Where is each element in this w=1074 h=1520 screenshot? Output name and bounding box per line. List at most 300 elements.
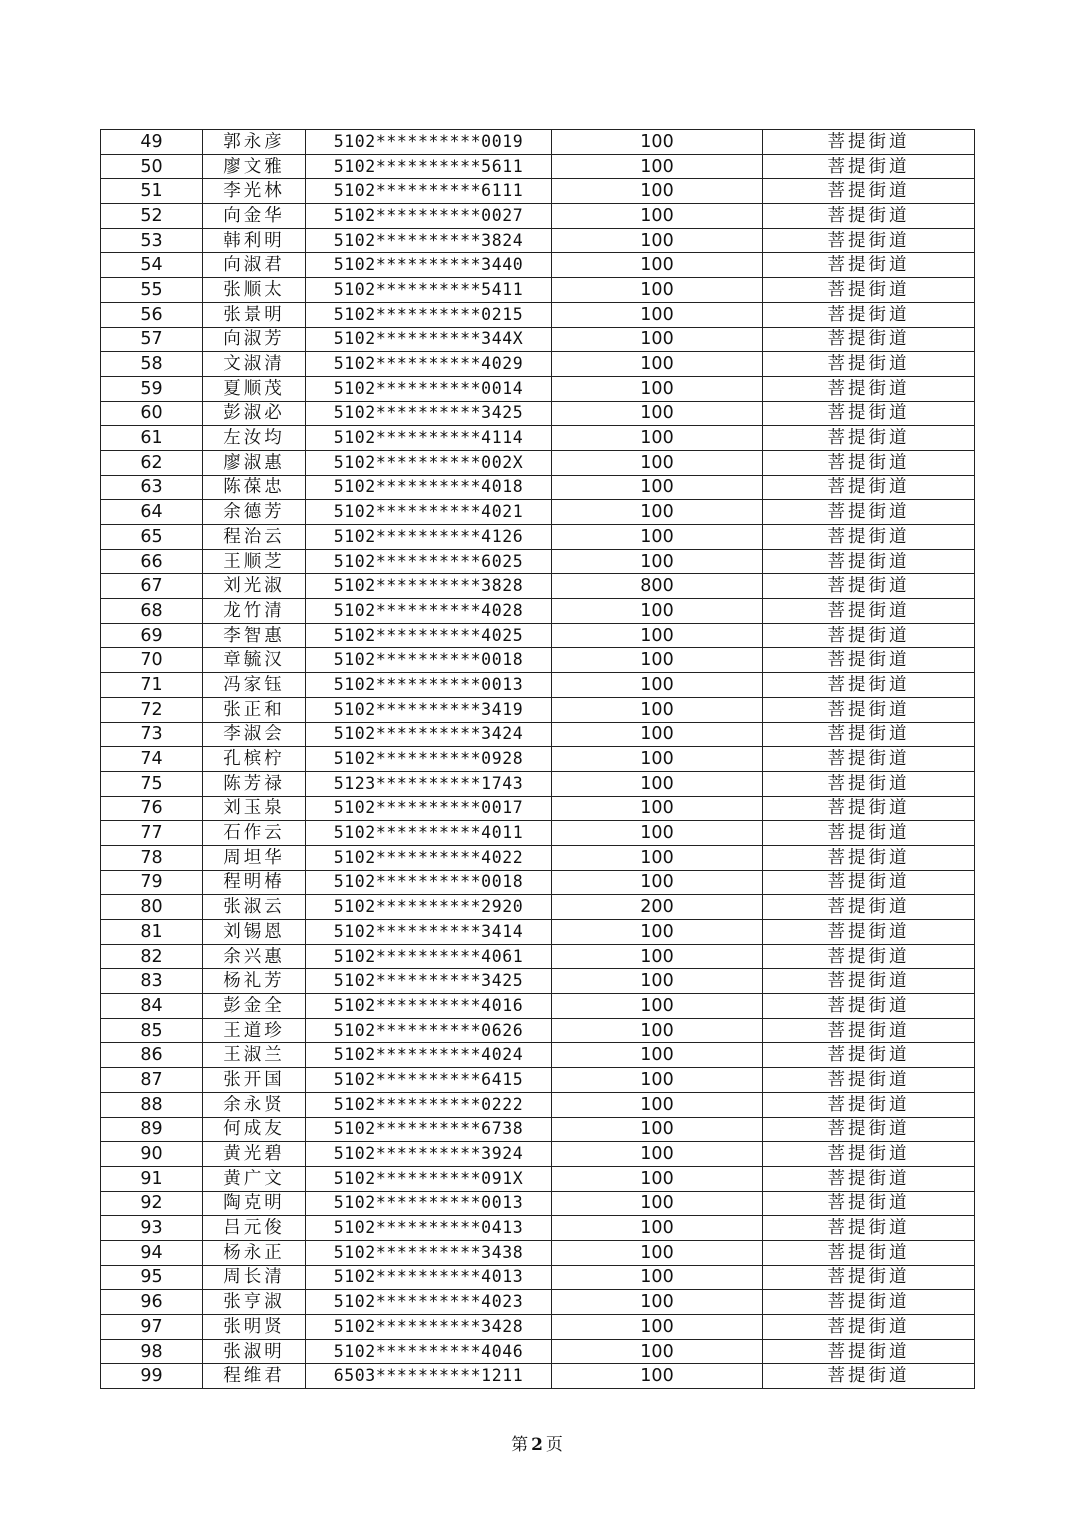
row-number-cell: 68 bbox=[101, 599, 203, 624]
amount-cell: 100 bbox=[552, 648, 763, 673]
name-cell: 王道珍 bbox=[203, 1018, 306, 1043]
id-number-cell: 5102**********3440 bbox=[306, 253, 552, 278]
street-cell: 菩提街道 bbox=[763, 944, 975, 969]
id-number-cell: 5102**********3924 bbox=[306, 1142, 552, 1167]
page-footer bbox=[0, 1430, 1074, 1455]
name-cell: 王顺芝 bbox=[203, 549, 306, 574]
street-cell: 菩提街道 bbox=[763, 204, 975, 229]
row-number-cell: 51 bbox=[101, 179, 203, 204]
street-cell: 菩提街道 bbox=[763, 352, 975, 377]
id-number-cell: 5102**********091X bbox=[306, 1166, 552, 1191]
amount-cell: 100 bbox=[552, 426, 763, 451]
amount-cell: 100 bbox=[552, 352, 763, 377]
row-number-cell: 56 bbox=[101, 302, 203, 327]
name-cell: 吕元俊 bbox=[203, 1216, 306, 1241]
row-number-cell: 53 bbox=[101, 228, 203, 253]
id-number-cell: 5102**********4021 bbox=[306, 500, 552, 525]
table-row bbox=[101, 1117, 975, 1142]
name-cell: 文淑清 bbox=[203, 352, 306, 377]
id-number-cell: 5102**********4023 bbox=[306, 1290, 552, 1315]
street-cell: 菩提街道 bbox=[763, 796, 975, 821]
table-row bbox=[101, 673, 975, 698]
street-cell: 菩提街道 bbox=[763, 697, 975, 722]
name-cell: 石作云 bbox=[203, 821, 306, 846]
id-number-cell: 5102**********3425 bbox=[306, 401, 552, 426]
row-number-cell: 79 bbox=[101, 870, 203, 895]
street-cell: 菩提街道 bbox=[763, 154, 975, 179]
table-row bbox=[101, 574, 975, 599]
street-cell: 菩提街道 bbox=[763, 722, 975, 747]
name-cell: 向淑芳 bbox=[203, 327, 306, 352]
id-number-cell: 5102**********6738 bbox=[306, 1117, 552, 1142]
street-cell: 菩提街道 bbox=[763, 302, 975, 327]
id-number-cell: 5102**********6025 bbox=[306, 549, 552, 574]
amount-cell: 100 bbox=[552, 944, 763, 969]
row-number-cell: 67 bbox=[101, 574, 203, 599]
id-number-cell: 5102**********4025 bbox=[306, 623, 552, 648]
table-row bbox=[101, 352, 975, 377]
row-number-cell: 72 bbox=[101, 697, 203, 722]
street-cell: 菩提街道 bbox=[763, 1018, 975, 1043]
table-row bbox=[101, 426, 975, 451]
street-cell: 菩提街道 bbox=[763, 1068, 975, 1093]
street-cell: 菩提街道 bbox=[763, 623, 975, 648]
id-number-cell: 5102**********3428 bbox=[306, 1315, 552, 1340]
id-number-cell: 5102**********4022 bbox=[306, 845, 552, 870]
row-number-cell: 55 bbox=[101, 278, 203, 303]
amount-cell: 100 bbox=[552, 994, 763, 1019]
row-number-cell: 99 bbox=[101, 1364, 203, 1389]
page-footer-prefix: 第 bbox=[511, 1435, 529, 1455]
table-row bbox=[101, 994, 975, 1019]
row-number-cell: 52 bbox=[101, 204, 203, 229]
name-cell: 彭金全 bbox=[203, 994, 306, 1019]
street-cell: 菩提街道 bbox=[763, 969, 975, 994]
name-cell: 杨永正 bbox=[203, 1240, 306, 1265]
row-number-cell: 93 bbox=[101, 1216, 203, 1241]
table-row bbox=[101, 747, 975, 772]
page-number: 2 bbox=[531, 1435, 543, 1455]
row-number-cell: 95 bbox=[101, 1265, 203, 1290]
name-cell: 李智惠 bbox=[203, 623, 306, 648]
amount-cell: 100 bbox=[552, 1364, 763, 1389]
table-row bbox=[101, 500, 975, 525]
name-cell: 程治云 bbox=[203, 525, 306, 550]
id-number-cell: 5102**********4046 bbox=[306, 1339, 552, 1364]
row-number-cell: 75 bbox=[101, 771, 203, 796]
name-cell: 黄光碧 bbox=[203, 1142, 306, 1167]
page-footer-suffix: 页 bbox=[545, 1435, 563, 1455]
row-number-cell: 50 bbox=[101, 154, 203, 179]
street-cell: 菩提街道 bbox=[763, 376, 975, 401]
street-cell: 菩提街道 bbox=[763, 500, 975, 525]
amount-cell: 100 bbox=[552, 401, 763, 426]
name-cell: 廖淑惠 bbox=[203, 450, 306, 475]
amount-cell: 100 bbox=[552, 1290, 763, 1315]
street-cell: 菩提街道 bbox=[763, 845, 975, 870]
id-number-cell: 5102**********2920 bbox=[306, 895, 552, 920]
name-cell: 余永贤 bbox=[203, 1092, 306, 1117]
street-cell: 菩提街道 bbox=[763, 525, 975, 550]
table-row bbox=[101, 623, 975, 648]
id-number-cell: 5102**********4028 bbox=[306, 599, 552, 624]
table-row bbox=[101, 1068, 975, 1093]
name-cell: 彭淑必 bbox=[203, 401, 306, 426]
street-cell: 菩提街道 bbox=[763, 1043, 975, 1068]
id-number-cell: 5102**********0018 bbox=[306, 648, 552, 673]
row-number-cell: 86 bbox=[101, 1043, 203, 1068]
amount-cell: 100 bbox=[552, 1068, 763, 1093]
amount-cell: 100 bbox=[552, 870, 763, 895]
table-row bbox=[101, 154, 975, 179]
amount-cell: 100 bbox=[552, 525, 763, 550]
row-number-cell: 88 bbox=[101, 1092, 203, 1117]
table-row bbox=[101, 895, 975, 920]
table-row bbox=[101, 1240, 975, 1265]
street-cell: 菩提街道 bbox=[763, 771, 975, 796]
table-row bbox=[101, 920, 975, 945]
street-cell: 菩提街道 bbox=[763, 1166, 975, 1191]
amount-cell: 100 bbox=[552, 327, 763, 352]
name-cell: 龙竹清 bbox=[203, 599, 306, 624]
id-number-cell: 5102**********4114 bbox=[306, 426, 552, 451]
street-cell: 菩提街道 bbox=[763, 1240, 975, 1265]
table-row bbox=[101, 771, 975, 796]
name-cell: 刘光淑 bbox=[203, 574, 306, 599]
row-number-cell: 87 bbox=[101, 1068, 203, 1093]
amount-cell: 100 bbox=[552, 1166, 763, 1191]
row-number-cell: 54 bbox=[101, 253, 203, 278]
name-cell: 周长清 bbox=[203, 1265, 306, 1290]
street-cell: 菩提街道 bbox=[763, 1339, 975, 1364]
id-number-cell: 5102**********4024 bbox=[306, 1043, 552, 1068]
amount-cell: 100 bbox=[552, 1240, 763, 1265]
table-row bbox=[101, 796, 975, 821]
amount-cell: 100 bbox=[552, 747, 763, 772]
table-row bbox=[101, 179, 975, 204]
table-row bbox=[101, 376, 975, 401]
name-cell: 周坦华 bbox=[203, 845, 306, 870]
table-row bbox=[101, 969, 975, 994]
id-number-cell: 5102**********3424 bbox=[306, 722, 552, 747]
table-row bbox=[101, 327, 975, 352]
row-number-cell: 97 bbox=[101, 1315, 203, 1340]
table-row bbox=[101, 1166, 975, 1191]
id-number-cell: 5102**********4016 bbox=[306, 994, 552, 1019]
name-cell: 张开国 bbox=[203, 1068, 306, 1093]
street-cell: 菩提街道 bbox=[763, 475, 975, 500]
name-cell: 李淑会 bbox=[203, 722, 306, 747]
amount-cell: 100 bbox=[552, 154, 763, 179]
name-cell: 向金华 bbox=[203, 204, 306, 229]
row-number-cell: 62 bbox=[101, 450, 203, 475]
name-cell: 陈芳禄 bbox=[203, 771, 306, 796]
street-cell: 菩提街道 bbox=[763, 1117, 975, 1142]
table-row bbox=[101, 648, 975, 673]
id-number-cell: 5102**********3824 bbox=[306, 228, 552, 253]
street-cell: 菩提街道 bbox=[763, 278, 975, 303]
name-cell: 廖文雅 bbox=[203, 154, 306, 179]
amount-cell: 200 bbox=[552, 895, 763, 920]
name-cell: 章毓汉 bbox=[203, 648, 306, 673]
id-number-cell: 5102**********3438 bbox=[306, 1240, 552, 1265]
id-number-cell: 5123**********1743 bbox=[306, 771, 552, 796]
table-row bbox=[101, 1216, 975, 1241]
name-cell: 余兴惠 bbox=[203, 944, 306, 969]
id-number-cell: 5102**********4061 bbox=[306, 944, 552, 969]
row-number-cell: 64 bbox=[101, 500, 203, 525]
name-cell: 程明椿 bbox=[203, 870, 306, 895]
amount-cell: 100 bbox=[552, 1339, 763, 1364]
row-number-cell: 77 bbox=[101, 821, 203, 846]
table-row bbox=[101, 870, 975, 895]
id-number-cell: 5102**********5611 bbox=[306, 154, 552, 179]
amount-cell: 100 bbox=[552, 1142, 763, 1167]
row-number-cell: 83 bbox=[101, 969, 203, 994]
table-row bbox=[101, 302, 975, 327]
table-row bbox=[101, 1092, 975, 1117]
row-number-cell: 61 bbox=[101, 426, 203, 451]
street-cell: 菩提街道 bbox=[763, 327, 975, 352]
amount-cell: 100 bbox=[552, 673, 763, 698]
street-cell: 菩提街道 bbox=[763, 994, 975, 1019]
street-cell: 菩提街道 bbox=[763, 1092, 975, 1117]
row-number-cell: 90 bbox=[101, 1142, 203, 1167]
name-cell: 张淑明 bbox=[203, 1339, 306, 1364]
id-number-cell: 5102**********4018 bbox=[306, 475, 552, 500]
row-number-cell: 59 bbox=[101, 376, 203, 401]
table-row bbox=[101, 1043, 975, 1068]
row-number-cell: 58 bbox=[101, 352, 203, 377]
row-number-cell: 89 bbox=[101, 1117, 203, 1142]
street-cell: 菩提街道 bbox=[763, 179, 975, 204]
table-row bbox=[101, 204, 975, 229]
street-cell: 菩提街道 bbox=[763, 253, 975, 278]
name-cell: 冯家钰 bbox=[203, 673, 306, 698]
table-row bbox=[101, 1315, 975, 1340]
name-cell: 韩利明 bbox=[203, 228, 306, 253]
row-number-cell: 49 bbox=[101, 130, 203, 155]
street-cell: 菩提街道 bbox=[763, 426, 975, 451]
row-number-cell: 66 bbox=[101, 549, 203, 574]
street-cell: 菩提街道 bbox=[763, 747, 975, 772]
id-number-cell: 5102**********3828 bbox=[306, 574, 552, 599]
row-number-cell: 98 bbox=[101, 1339, 203, 1364]
id-number-cell: 5102**********4126 bbox=[306, 525, 552, 550]
name-cell: 张明贤 bbox=[203, 1315, 306, 1340]
amount-cell: 100 bbox=[552, 1216, 763, 1241]
street-cell: 菩提街道 bbox=[763, 401, 975, 426]
street-cell: 菩提街道 bbox=[763, 574, 975, 599]
row-number-cell: 96 bbox=[101, 1290, 203, 1315]
row-number-cell: 65 bbox=[101, 525, 203, 550]
row-number-cell: 76 bbox=[101, 796, 203, 821]
row-number-cell: 80 bbox=[101, 895, 203, 920]
table-row bbox=[101, 1018, 975, 1043]
street-cell: 菩提街道 bbox=[763, 648, 975, 673]
table-row bbox=[101, 450, 975, 475]
id-number-cell: 5102**********4013 bbox=[306, 1265, 552, 1290]
amount-cell: 100 bbox=[552, 475, 763, 500]
amount-cell: 100 bbox=[552, 1018, 763, 1043]
row-number-cell: 63 bbox=[101, 475, 203, 500]
id-number-cell: 5102**********344X bbox=[306, 327, 552, 352]
street-cell: 菩提街道 bbox=[763, 1142, 975, 1167]
id-number-cell: 5102**********0017 bbox=[306, 796, 552, 821]
amount-cell: 100 bbox=[552, 278, 763, 303]
amount-cell: 100 bbox=[552, 623, 763, 648]
row-number-cell: 82 bbox=[101, 944, 203, 969]
street-cell: 菩提街道 bbox=[763, 549, 975, 574]
amount-cell: 100 bbox=[552, 1315, 763, 1340]
name-cell: 王淑兰 bbox=[203, 1043, 306, 1068]
street-cell: 菩提街道 bbox=[763, 821, 975, 846]
street-cell: 菩提街道 bbox=[763, 130, 975, 155]
name-cell: 何成友 bbox=[203, 1117, 306, 1142]
amount-cell: 100 bbox=[552, 920, 763, 945]
street-cell: 菩提街道 bbox=[763, 1315, 975, 1340]
row-number-cell: 69 bbox=[101, 623, 203, 648]
id-number-cell: 5102**********0222 bbox=[306, 1092, 552, 1117]
id-number-cell: 5102**********002X bbox=[306, 450, 552, 475]
id-number-cell: 5102**********0018 bbox=[306, 870, 552, 895]
table-row bbox=[101, 475, 975, 500]
row-number-cell: 70 bbox=[101, 648, 203, 673]
amount-cell: 100 bbox=[552, 1043, 763, 1068]
table-row bbox=[101, 1364, 975, 1389]
name-cell: 李光林 bbox=[203, 179, 306, 204]
row-number-cell: 81 bbox=[101, 920, 203, 945]
amount-cell: 100 bbox=[552, 253, 763, 278]
street-cell: 菩提街道 bbox=[763, 1191, 975, 1216]
amount-cell: 100 bbox=[552, 1265, 763, 1290]
table-row bbox=[101, 599, 975, 624]
id-number-cell: 5102**********0013 bbox=[306, 673, 552, 698]
id-number-cell: 5102**********3414 bbox=[306, 920, 552, 945]
amount-cell: 100 bbox=[552, 845, 763, 870]
amount-cell: 100 bbox=[552, 549, 763, 574]
id-number-cell: 5102**********6415 bbox=[306, 1068, 552, 1093]
table-row bbox=[101, 401, 975, 426]
row-number-cell: 71 bbox=[101, 673, 203, 698]
amount-cell: 100 bbox=[552, 1092, 763, 1117]
table-row bbox=[101, 722, 975, 747]
name-cell: 张正和 bbox=[203, 697, 306, 722]
id-number-cell: 5102**********0413 bbox=[306, 1216, 552, 1241]
name-cell: 黄广文 bbox=[203, 1166, 306, 1191]
table-row bbox=[101, 1265, 975, 1290]
id-number-cell: 5102**********4029 bbox=[306, 352, 552, 377]
amount-cell: 100 bbox=[552, 821, 763, 846]
row-number-cell: 57 bbox=[101, 327, 203, 352]
amount-cell: 100 bbox=[552, 302, 763, 327]
row-number-cell: 85 bbox=[101, 1018, 203, 1043]
amount-cell: 100 bbox=[552, 1191, 763, 1216]
street-cell: 菩提街道 bbox=[763, 895, 975, 920]
id-number-cell: 5102**********6111 bbox=[306, 179, 552, 204]
name-cell: 余德芳 bbox=[203, 500, 306, 525]
row-number-cell: 92 bbox=[101, 1191, 203, 1216]
amount-cell: 800 bbox=[552, 574, 763, 599]
name-cell: 孔槟柠 bbox=[203, 747, 306, 772]
table-row bbox=[101, 1290, 975, 1315]
table-row bbox=[101, 1191, 975, 1216]
street-cell: 菩提街道 bbox=[763, 1290, 975, 1315]
row-number-cell: 73 bbox=[101, 722, 203, 747]
street-cell: 菩提街道 bbox=[763, 870, 975, 895]
amount-cell: 100 bbox=[552, 130, 763, 155]
amount-cell: 100 bbox=[552, 722, 763, 747]
id-number-cell: 5102**********0928 bbox=[306, 747, 552, 772]
street-cell: 菩提街道 bbox=[763, 673, 975, 698]
id-number-cell: 5102**********3425 bbox=[306, 969, 552, 994]
name-cell: 郭永彦 bbox=[203, 130, 306, 155]
row-number-cell: 78 bbox=[101, 845, 203, 870]
table-row bbox=[101, 130, 975, 155]
table-row bbox=[101, 278, 975, 303]
table-row bbox=[101, 549, 975, 574]
table-row bbox=[101, 821, 975, 846]
amount-cell: 100 bbox=[552, 179, 763, 204]
street-cell: 菩提街道 bbox=[763, 450, 975, 475]
name-cell: 夏顺茂 bbox=[203, 376, 306, 401]
name-cell: 程维君 bbox=[203, 1364, 306, 1389]
table-row bbox=[101, 1142, 975, 1167]
name-cell: 张顺太 bbox=[203, 278, 306, 303]
beneficiary-table bbox=[100, 129, 975, 1389]
id-number-cell: 6503**********1211 bbox=[306, 1364, 552, 1389]
table-row bbox=[101, 525, 975, 550]
table-row bbox=[101, 944, 975, 969]
amount-cell: 100 bbox=[552, 796, 763, 821]
name-cell: 张景明 bbox=[203, 302, 306, 327]
table-body bbox=[101, 130, 975, 1389]
street-cell: 菩提街道 bbox=[763, 599, 975, 624]
row-number-cell: 91 bbox=[101, 1166, 203, 1191]
amount-cell: 100 bbox=[552, 599, 763, 624]
id-number-cell: 5102**********0215 bbox=[306, 302, 552, 327]
amount-cell: 100 bbox=[552, 376, 763, 401]
id-number-cell: 5102**********0013 bbox=[306, 1191, 552, 1216]
id-number-cell: 5102**********5411 bbox=[306, 278, 552, 303]
row-number-cell: 94 bbox=[101, 1240, 203, 1265]
name-cell: 张淑云 bbox=[203, 895, 306, 920]
street-cell: 菩提街道 bbox=[763, 1216, 975, 1241]
amount-cell: 100 bbox=[552, 500, 763, 525]
row-number-cell: 84 bbox=[101, 994, 203, 1019]
name-cell: 左汝均 bbox=[203, 426, 306, 451]
id-number-cell: 5102**********0027 bbox=[306, 204, 552, 229]
amount-cell: 100 bbox=[552, 697, 763, 722]
street-cell: 菩提街道 bbox=[763, 920, 975, 945]
amount-cell: 100 bbox=[552, 450, 763, 475]
amount-cell: 100 bbox=[552, 1117, 763, 1142]
amount-cell: 100 bbox=[552, 228, 763, 253]
amount-cell: 100 bbox=[552, 771, 763, 796]
street-cell: 菩提街道 bbox=[763, 1265, 975, 1290]
table-row bbox=[101, 1339, 975, 1364]
name-cell: 陶克明 bbox=[203, 1191, 306, 1216]
name-cell: 刘玉泉 bbox=[203, 796, 306, 821]
id-number-cell: 5102**********4011 bbox=[306, 821, 552, 846]
table-row bbox=[101, 845, 975, 870]
id-number-cell: 5102**********0626 bbox=[306, 1018, 552, 1043]
street-cell: 菩提街道 bbox=[763, 228, 975, 253]
id-number-cell: 5102**********0014 bbox=[306, 376, 552, 401]
street-cell: 菩提街道 bbox=[763, 1364, 975, 1389]
row-number-cell: 60 bbox=[101, 401, 203, 426]
table-row bbox=[101, 253, 975, 278]
